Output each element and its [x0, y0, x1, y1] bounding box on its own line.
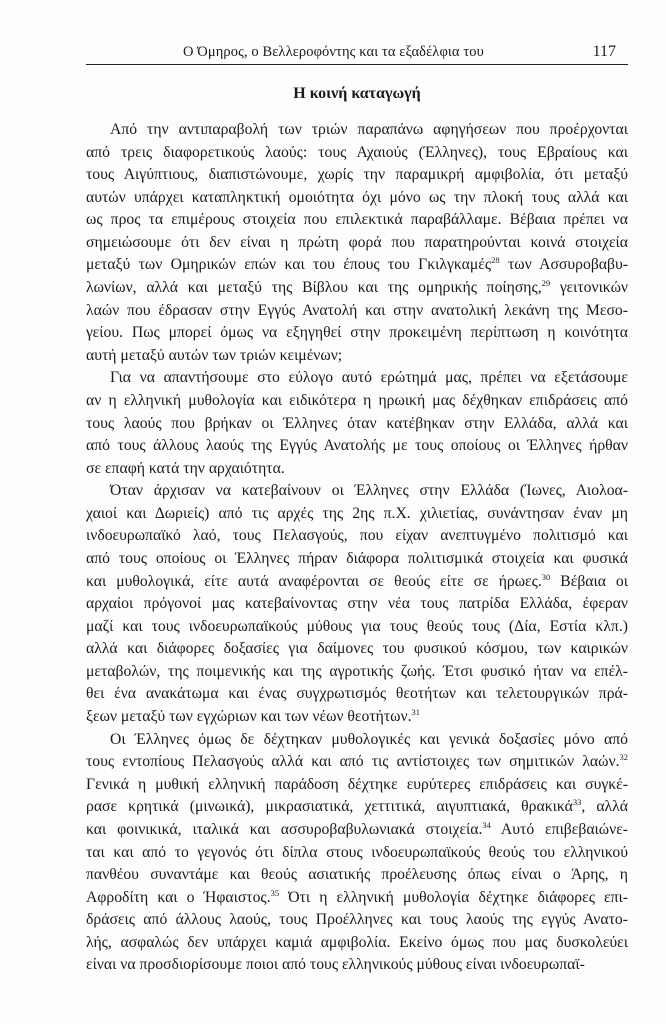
text-line: [86, 954, 628, 977]
text-run: μεταξύ των Ομηρικών επών και του έπους του Γκιλγκαμές: [86, 256, 492, 274]
text-line: [86, 300, 628, 323]
text-line: [86, 548, 628, 571]
text-line: [86, 209, 628, 232]
footnote-reference: 32: [619, 752, 628, 763]
text-run: ται και από το γεγονός ότι δίπλα στους ινδοευρωπαϊκούς θεούς του ελληνικού: [86, 843, 628, 861]
text-run: , αλλά: [581, 798, 628, 816]
page-number: 117: [592, 43, 616, 60]
text-run: Για να απαντήσουμε στο εύλογο αυτό ερώτημά μας, πρέπει να εξετάσουμε: [110, 369, 628, 387]
text-run: ως προς τα επιμέρους στοιχεία που επιλεκτικά παραβάλλαμε. Βέβαια πρέπει να: [86, 211, 628, 229]
text-run: αρχαίοι πρόγονοί μας κατεβαίνοντας στην νέα τους πατρίδα Ελλάδα, έφεραν: [86, 595, 628, 613]
text-line: [86, 887, 628, 910]
text-run: τους Αιγύπτιους, διαπιστώνουμε, χωρίς την παραμικρή αμφιβολία, ότι μεταξύ: [86, 166, 628, 184]
paragraph: [86, 367, 628, 480]
text-run: αν η ελληνική μυθολογία και ειδικότερα η ηρωική μας δέχθηκαν επιδράσεις από: [86, 391, 628, 409]
text-run: Αφροδίτη και ο Ήφαιστος.: [86, 888, 271, 906]
text-run: αλλά και διάφορες δοξασίες για δαίμονες του φυσικού κόσμου, των καιρικών: [86, 640, 628, 658]
text-line: [86, 187, 628, 210]
text-run: και φοινικικά, ιταλικά και ασσυροβαβυλωνιακά στοιχεία.: [86, 820, 483, 838]
text-run: από τους οποίους οι Έλληνες πήραν διάφορα πολιτισμικά στοιχεία και φυσικά: [86, 549, 628, 567]
text-run: αυτών υπάρχει καταπληκτική ομοιότητα όχι μόνο ως την πλοκή τους αλλά και: [86, 188, 628, 206]
text-run: μεταβολών, της ποιμενικής και της αγροτικής ζωής. Έτσι φυσικό ήταν να επέλ-: [86, 662, 628, 680]
text-line: [86, 751, 628, 774]
footnote-reference: 31: [411, 707, 421, 718]
text-run: είναι να προσδιορίσουμε ποιοι από τους ελληνικούς μύθους είναι ινδοευρωπαϊ-: [86, 956, 585, 974]
running-header: [86, 40, 628, 65]
text-line: [86, 413, 628, 436]
text-line: [86, 503, 628, 526]
text-line: [86, 842, 628, 865]
text-line: [86, 525, 628, 548]
body-text: [86, 119, 628, 977]
text-run: Γενικά η μυθική ελληνική παράδοση δέχτηκε ευρύτερες επιδράσεις και συγκέ-: [86, 775, 628, 793]
text-run: και μυθολογικά, είτε αυτά αναφέρονται σε θεούς είτε σε ήρωες.: [86, 572, 542, 590]
text-line: [86, 458, 628, 481]
text-run: πανθέου συναντάμε και θεούς ασιατικής προέλευσης όπως είναι ο Άρης, η: [86, 866, 628, 884]
text-line: [86, 729, 628, 752]
text-run: λαών που έδρασαν στην Εγγύς Ανατολή και στην ανατολική λεκάνη της Μεσο-: [86, 301, 628, 319]
text-run: μαζί και τους ινδοευρωπαϊκούς μύθους για τους θεούς τους (Δία, Εστία κλπ.): [86, 617, 628, 635]
text-line: [86, 367, 628, 390]
text-line: [86, 345, 628, 368]
text-run: Ότι η ελληνική μυθολογία δέχτηκε διάφορες επι-: [279, 888, 628, 906]
text-line: [86, 616, 628, 639]
footnote-reference: 29: [541, 278, 551, 289]
text-line: [86, 819, 628, 842]
text-run: γείου. Πως μπορεί όμως να εξηγηθεί στην προκειμένη περίπτωση η κοινότητα: [86, 324, 628, 342]
text-run: ινδοευρωπαϊκό λαό, τους Πελασγούς, που είχαν ανεπτυγμένο πολιτισμό και: [86, 527, 628, 545]
text-run: λής, ασφαλώς δεν υπάρχει καμιά αμφιβολία. Εκείνο όμως που μας δυσκολεύει: [86, 933, 628, 951]
text-run: ρασε κρητικά (μινωικά), μικρασιατικά, χεττιτικά, αιγυπτιακά, θρακικά: [86, 798, 573, 816]
text-run: σε επαφή κατά την αρχαιότητα.: [86, 459, 285, 477]
text-run: ξεων μεταξύ των εγχώριων και των νέων θεοτήτων.: [86, 708, 412, 726]
text-run: Όταν άρχισαν να κατεβαίνουν οι Έλληνες στην Ελλάδα (Ίωνες, Αιολοα-: [110, 482, 628, 500]
paragraph: [86, 119, 628, 367]
footnote-reference: 33: [572, 797, 582, 808]
section-heading: Η κοινή καταγωγή: [293, 85, 421, 102]
text-line: [86, 774, 628, 797]
text-run: Οι Έλληνες όμως δε δέχτηκαν μυθολογικές και γενικά δοξασίες μόνο από: [110, 730, 628, 748]
paragraph: [86, 480, 628, 728]
text-run: Αυτό επιβεβαιώνε-: [490, 820, 628, 838]
footnote-reference: 28: [491, 255, 500, 266]
text-line: [86, 593, 628, 616]
text-line: [86, 277, 628, 300]
text-line: [86, 638, 628, 661]
text-line: [86, 571, 628, 594]
text-run: δράσεις από άλλους λαούς, τους Προέλληνες και τους λαούς της εγγύς Ανατο-: [86, 911, 628, 929]
text-line: [86, 706, 628, 729]
paragraph: [86, 729, 628, 977]
text-run: των Ασσυροβαβυ-: [499, 256, 628, 274]
text-run: λωνίων, αλλά και μεταξύ της Βίβλου και της ομηρικής ποίησης,: [86, 279, 542, 297]
text-line: [86, 232, 628, 255]
text-run: γειτονικών: [550, 279, 628, 297]
text-line: [86, 254, 628, 277]
text-run: από τους άλλους λαούς της Εγγύς Ανατολής με τους οποίους οι Έλληνες ήρθαν: [86, 437, 628, 455]
text-line: [86, 322, 628, 345]
text-run: αυτή μεταξύ αυτών των τριών κειμένων;: [86, 346, 343, 364]
text-run: από τρεις διαφορετικούς λαούς: τους Αχαιούς (Έλληνες), τους Εβραίους και: [86, 143, 628, 161]
text-line: [86, 164, 628, 187]
text-line: [86, 661, 628, 684]
text-line: [86, 390, 628, 413]
text-run: τους εντοπίους Πελασγούς αλλά και από τις αντίστοιχες των σημιτικών λαών.: [86, 753, 620, 771]
text-line: [86, 480, 628, 503]
text-run: Βέβαια οι: [550, 572, 628, 590]
running-title: Ο Όμηρος, ο Βελλεροφόντης και τα εξαδέλφια του: [183, 44, 484, 60]
text-line: [86, 796, 628, 819]
text-line: [86, 142, 628, 165]
footnote-reference: 34: [482, 819, 491, 830]
text-run: χαιοί και Δωριείς) από τις αρχές της 2ης π.Χ. χιλιετίας, συνάντησαν έναν μη: [86, 504, 628, 522]
text-line: [86, 435, 628, 458]
footnote-reference: 30: [541, 571, 551, 582]
text-run: Από την αντιπαραβολή των τριών παραπάνω αφηγήσεων που προέρχονται: [110, 121, 628, 138]
text-run: τους λαούς που βρήκαν οι Έλληνες όταν κατέβηκαν στην Ελλάδα, αλλά και: [86, 414, 628, 432]
footnote-reference: 35: [270, 887, 280, 898]
text-line: [86, 119, 628, 142]
text-line: [86, 932, 628, 955]
text-run: θει ένα ανακάτωμα και ένας συγχρωτισμός θεοτήτων και τελετουργικών πρά-: [86, 685, 628, 703]
text-run: σημειώσουμε ότι δεν είναι η πρώτη φορά που παρατηρούνται κοινά στοιχεία: [86, 233, 628, 251]
text-line: [86, 683, 628, 706]
text-line: [86, 864, 628, 887]
text-line: [86, 909, 628, 932]
